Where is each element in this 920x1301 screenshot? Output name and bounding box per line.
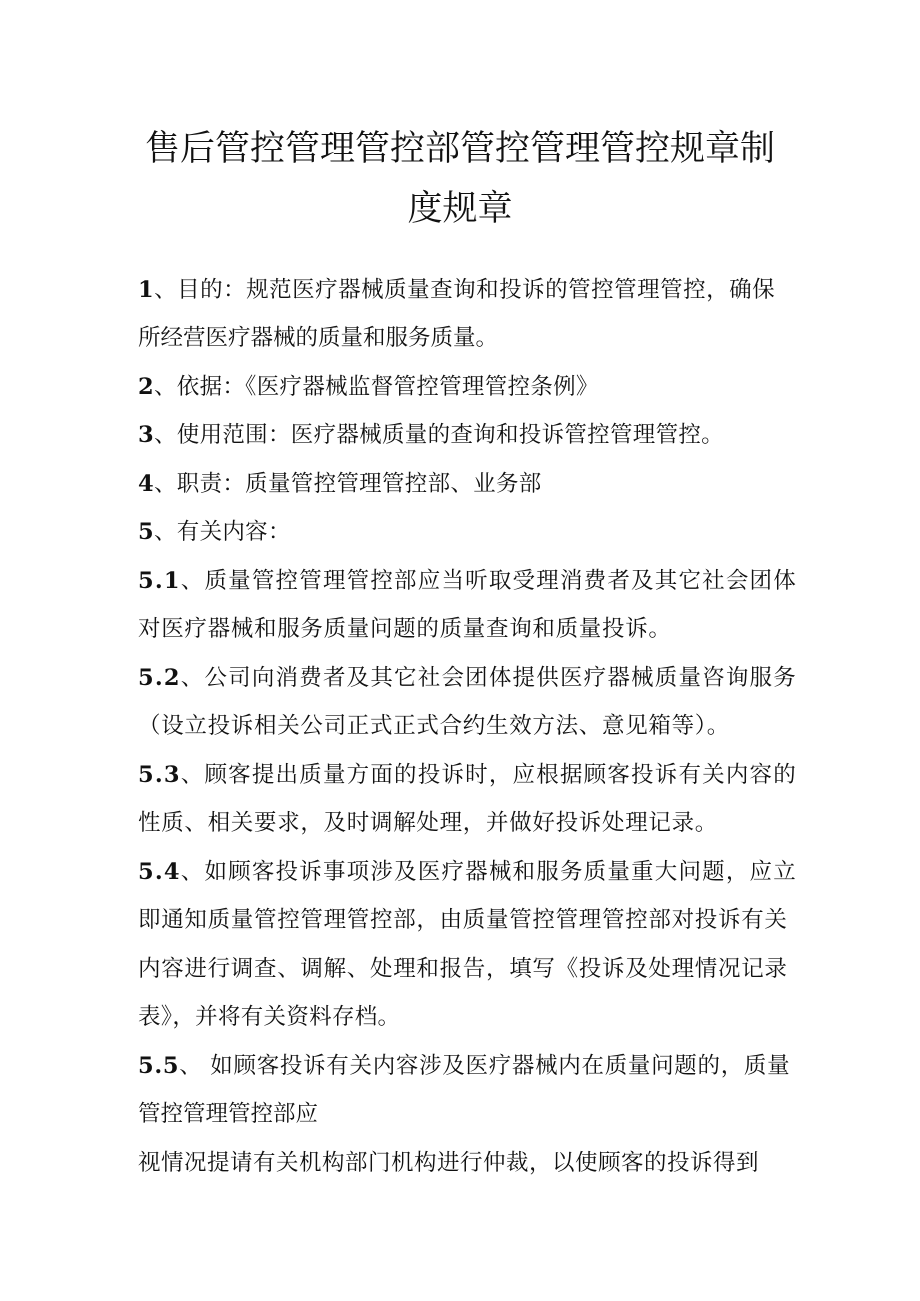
body-line: [138, 372, 599, 402]
body-line: [138, 1099, 318, 1129]
document-title-line-1: 售后管控管理管控部管控管理管控规章制: [144, 129, 775, 169]
line-text: 对医疗器械和服务质量问题的质量查询和质量投诉。: [138, 616, 672, 642]
section-number: 5.4: [138, 859, 181, 885]
body-line: [138, 275, 775, 305]
line-text: 、使用范围：医疗器械质量的查询和投诉管控管理管控。: [153, 422, 724, 448]
body-line: [138, 663, 797, 693]
line-text: 、质量管控管理管控部应当听取受理消费者及其它社会团体: [180, 568, 797, 594]
section-number: 3: [138, 422, 154, 448]
line-text: 所经营医疗器械的质量和服务质量。: [138, 325, 499, 351]
body-line: [138, 1002, 400, 1032]
section-number: 5.3: [138, 762, 181, 788]
section-number: 5.1: [138, 568, 181, 594]
body-line: [138, 566, 797, 596]
section-number: 2: [138, 374, 154, 400]
body-line: [138, 954, 788, 984]
line-text: 、公司向消费者及其它社会团体提供医疗器械质量咨询服务: [180, 665, 797, 691]
section-number: 1: [138, 277, 155, 303]
line-text: 、 如顾客投诉有关内容涉及医疗器械内在质量问题的，质量: [179, 1053, 791, 1079]
line-text: 管控管理管控部应: [138, 1101, 319, 1127]
body-line: [138, 905, 788, 935]
line-text: 、目的：规范医疗器械质量查询和投诉的管控管理管控，确保: [154, 277, 776, 303]
line-text: 内容进行调查、调解、处理和报告，填写《投诉及处理情况记录: [138, 956, 788, 982]
body-line: [138, 1051, 790, 1081]
document-title-line-2: 度规章: [407, 189, 513, 229]
body-line: [138, 614, 672, 644]
body-line: [138, 1148, 759, 1178]
line-text: 、职责：质量管控管理管控部、业务部: [153, 471, 542, 497]
line-text: 、如顾客投诉事项涉及医疗器械和服务质量重大问题，应立: [180, 859, 797, 885]
line-text: 、顾客提出质量方面的投诉时，应根据顾客投诉有关内容的: [180, 762, 797, 788]
section-number: 4: [138, 471, 154, 497]
line-text: 、有关内容：: [153, 519, 291, 545]
line-text: （设立投诉相关公司正式正式合约生效方法、意见箱等）。: [138, 713, 730, 739]
body-line: [138, 517, 291, 547]
body-line: [138, 760, 797, 790]
body-line: [138, 469, 542, 499]
line-text: 性质、相关要求，及时调解处理，并做好投诉处理记录。: [138, 810, 719, 836]
line-text: 视情况提请有关机构部门机构进行仲裁，以使顾客的投诉得到: [138, 1150, 760, 1176]
body-line: [138, 711, 730, 741]
section-number: 5: [138, 519, 154, 545]
section-number: 5.5: [138, 1053, 180, 1079]
body-line: [138, 808, 718, 838]
body-line: [138, 420, 724, 450]
body-line: [138, 857, 797, 887]
line-text: 、依据：《医疗器械监督管控管理管控条例》: [153, 374, 599, 400]
body-line: [138, 323, 498, 353]
line-text: 表》，并将有关资料存档。: [138, 1004, 401, 1030]
line-text: 即通知质量管控管理管控部，由质量管控管理管控部对投诉有关: [138, 907, 788, 933]
section-number: 5.2: [138, 665, 181, 691]
